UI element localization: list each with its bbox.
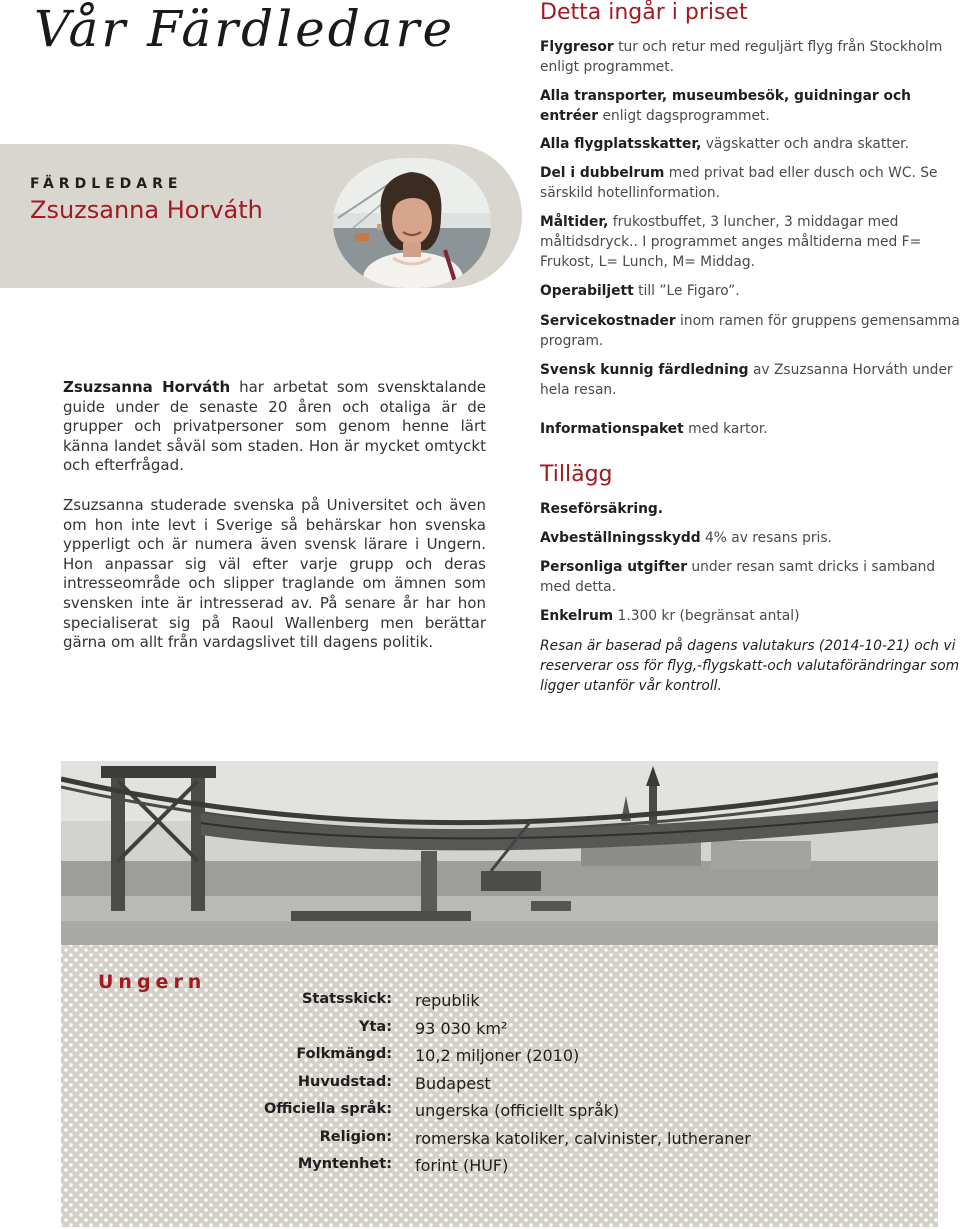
included-item bbox=[540, 38, 960, 78]
included-item bbox=[540, 312, 960, 352]
fact-label: Religion: bbox=[319, 1129, 392, 1145]
fact-row bbox=[61, 1074, 938, 1098]
item-bold: Operabiljett bbox=[540, 283, 634, 299]
fact-value: romerska katoliker, calvinister, lutheraner bbox=[415, 1129, 751, 1148]
item-bold: Enkelrum bbox=[540, 608, 614, 624]
item-bold: Alla transporter, museumbesök, guidningar och entréer bbox=[540, 88, 911, 124]
fact-value: 93 030 km² bbox=[415, 1019, 508, 1038]
fact-label: Yta: bbox=[358, 1019, 392, 1035]
addon-item bbox=[540, 500, 663, 520]
page-title: Vår Färdledare bbox=[34, 0, 456, 58]
fact-row bbox=[61, 1101, 938, 1125]
item-bold: Avbeställningsskydd bbox=[540, 530, 701, 546]
included-item bbox=[540, 135, 909, 155]
item-text: tur och retur med reguljärt flyg från Stockholm enligt programmet. bbox=[540, 39, 943, 75]
item-bold: Alla flygplatsskatter, bbox=[540, 136, 702, 152]
item-text: 4% av resans pris. bbox=[700, 530, 832, 546]
fact-label: Huvudstad: bbox=[297, 1074, 392, 1090]
item-bold: Personliga utgifter bbox=[540, 559, 688, 575]
fact-row bbox=[61, 1129, 938, 1153]
guide-bio bbox=[63, 378, 486, 673]
included-item bbox=[540, 164, 960, 204]
guide-portrait bbox=[333, 158, 491, 288]
item-bold: Flygresor bbox=[540, 39, 614, 55]
guide-label: FÄRDLEDARE bbox=[30, 176, 183, 192]
fact-value: republik bbox=[415, 991, 480, 1010]
item-text: under resan samt dricks i samband med detta. bbox=[540, 559, 936, 595]
fact-value: ungerska (officiellt språk) bbox=[415, 1101, 620, 1120]
fact-value: Budapest bbox=[415, 1074, 491, 1093]
bio-paragraph bbox=[63, 378, 486, 476]
bio-text: har arbetat som svensktalande guide under de senaste 20 åren och otaliga är de grupper och privatpersoner som genom henne lärt känna landet såväl som staden. Hon är mycket omtyckt och efterfrågad. bbox=[63, 378, 486, 475]
fact-label: Officiella språk: bbox=[263, 1101, 392, 1117]
fact-value: 10,2 miljoner (2010) bbox=[415, 1046, 580, 1065]
fact-row bbox=[61, 1156, 938, 1180]
included-item bbox=[540, 87, 960, 127]
item-text: inom ramen för gruppens gemensamma program. bbox=[540, 313, 960, 349]
included-heading: Detta ingår i priset bbox=[540, 0, 748, 25]
fact-label: Folkmängd: bbox=[296, 1046, 392, 1062]
bio-name: Zsuzsanna Horváth bbox=[63, 378, 231, 396]
item-text: med kartor. bbox=[683, 421, 768, 437]
bio-paragraph: Zsuzsanna studerade svenska på Universitet och även om hon inte levt i Sverige så behärskar hon svenska ypperligt och är numera även svensk lärare i Ungern. Hon anpassar sig väl efter varje grupp och deras intresseområde och slipper traglande om ämnen som svensken inte är intresserad av. På senare år har hon specialiserat sig på Raoul Wallenberg men berättar gärna om allt från vardagslivet till dagens politik. bbox=[63, 495, 486, 652]
item-text: till ”Le Figaro”. bbox=[633, 283, 740, 299]
item-text: av Zsuzsanna Horváth under hela resan. bbox=[540, 362, 953, 398]
addon-item bbox=[540, 607, 799, 627]
item-text: vägskatter och andra skatter. bbox=[701, 136, 909, 152]
addons-heading: Tillägg bbox=[540, 462, 613, 487]
item-text: med privat bad eller dusch och WC. Se särskild hotellinformation. bbox=[540, 165, 938, 201]
fact-row bbox=[61, 1046, 938, 1070]
fact-label: Statsskick: bbox=[301, 991, 392, 1007]
item-bold: Del i dubbelrum bbox=[540, 165, 665, 181]
item-bold: Reseförsäkring. bbox=[540, 501, 664, 517]
item-text: 1.300 kr (begränsat antal) bbox=[613, 608, 800, 624]
country-title: Ungern bbox=[98, 971, 207, 993]
addon-item bbox=[540, 529, 832, 549]
fact-row bbox=[61, 1019, 938, 1043]
included-item bbox=[540, 361, 960, 401]
item-bold: Servicekostnader bbox=[540, 313, 676, 329]
item-bold: Svensk kunnig färdledning bbox=[540, 362, 749, 378]
currency-note: Resan är baserad på dagens valutakurs (2014-10-21) och vi reserverar oss för flyg,-flygskatt-och valutaförändringar som ligger utanför vår kontroll. bbox=[540, 638, 960, 694]
bridge-photo bbox=[61, 761, 938, 945]
guide-name: Zsuzsanna Horváth bbox=[30, 196, 263, 224]
country-facts-box bbox=[61, 945, 938, 1227]
item-bold: Måltider, bbox=[540, 214, 609, 230]
item-bold: Informationspaket bbox=[540, 421, 684, 437]
fact-row bbox=[61, 991, 938, 1015]
fact-label: Myntenhet: bbox=[297, 1156, 392, 1172]
item-text: frukostbuffet, 3 luncher, 3 middagar med måltidsdryck.. I programmet anges måltiderna med F= Frukost, L= Lunch, M= Middag. bbox=[540, 214, 922, 270]
fact-value: forint (HUF) bbox=[415, 1156, 509, 1175]
included-item bbox=[540, 420, 768, 440]
included-item bbox=[540, 282, 740, 302]
addon-item bbox=[540, 558, 960, 598]
item-text: enligt dagsprogrammet. bbox=[598, 107, 770, 124]
included-item bbox=[540, 213, 960, 272]
